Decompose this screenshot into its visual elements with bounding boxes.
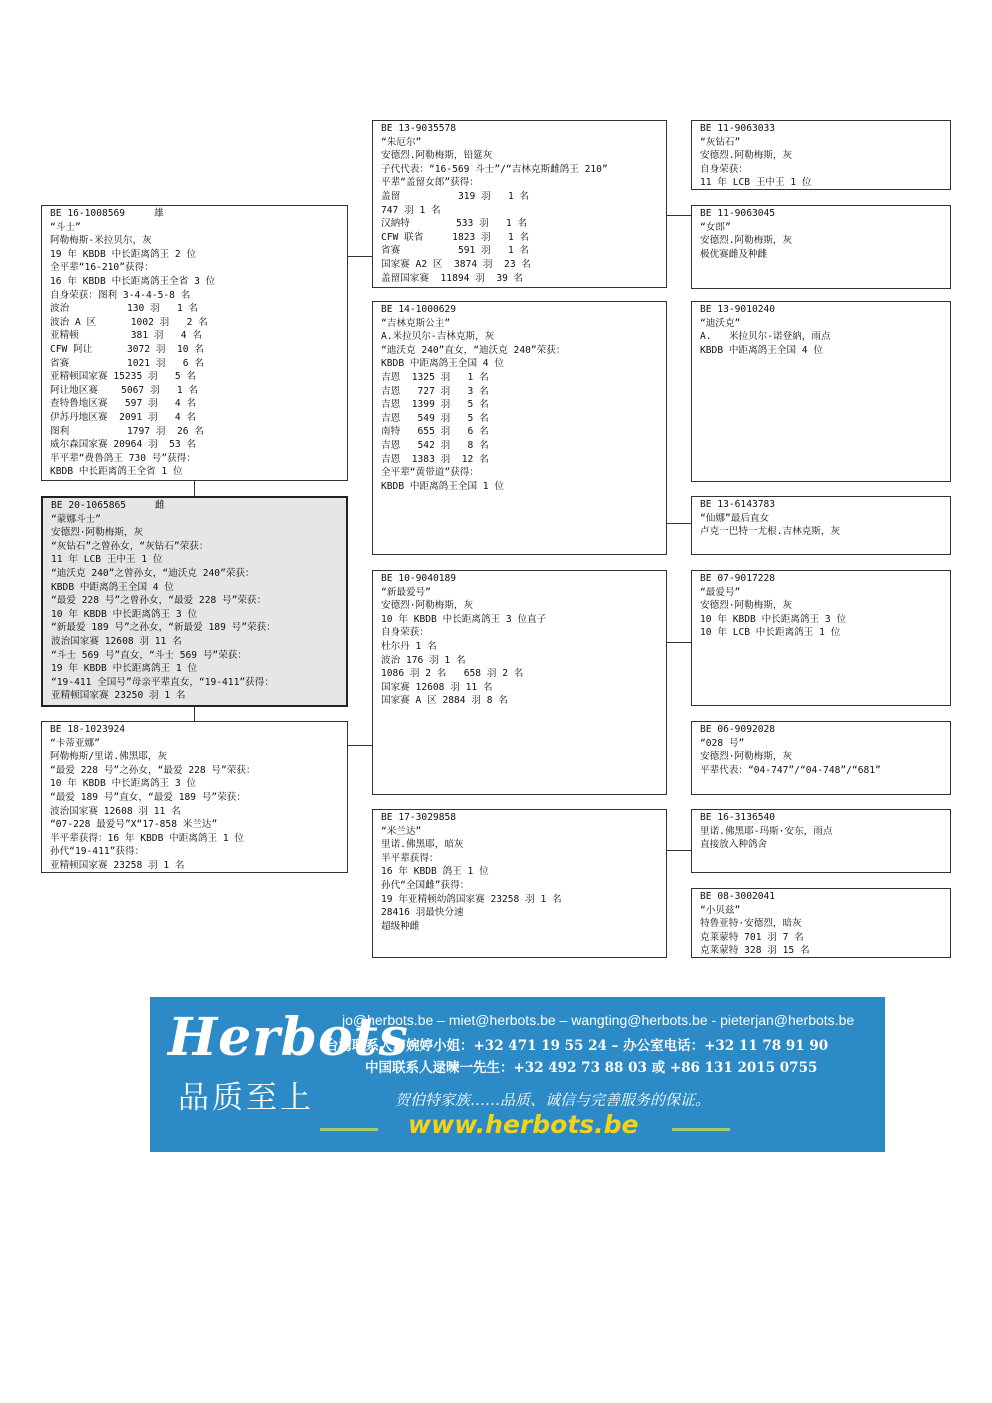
pedigree-line: 盖留国家赛 11894 羽 39 名: [381, 272, 524, 284]
pedigree-line: “07-228 最爱号”X“17-858 米兰达”: [50, 819, 218, 831]
pedigree-line: 10 年 KBDB 中长距离鸽王 3 位: [700, 613, 847, 625]
pedigree-line: 全平辈“16-210”获得：: [50, 262, 154, 274]
herbots-logo: Herbots: [168, 1007, 409, 1068]
pedigree-line: 克莱蒙特 701 羽 7 名: [700, 931, 804, 943]
pedigree-line: 国家赛 A2 区 3874 羽 23 名: [381, 258, 531, 270]
pedigree-line: “最爱 228 号”之孙女，“最爱 228 号”荣获：: [50, 764, 256, 776]
pedigree-line: 半平辈获得：16 年 KBDB 中距离鸽王 1 位: [50, 832, 245, 844]
pedigree-line: CFW 联省 1823 羽 1 名: [381, 231, 530, 243]
pedigree-line: 19 年 KBDB 中长距离鸽王 2 位: [50, 248, 197, 260]
pedigree-line: “米兰达”: [381, 825, 422, 837]
dam-dam-card: [372, 809, 667, 958]
sire-sire-card: [372, 120, 667, 288]
pedigree-line: “卡蒂亚娜”: [50, 737, 100, 749]
pedigree-line: 平辈代表：“04-747”/“04-748”/“681”: [700, 764, 881, 776]
pedigree-line: “迪沃克 240”之曾孙女，“迪沃克 240”荣获：: [51, 567, 255, 579]
pedigree-line: 汉納特 533 羽 1 名: [381, 218, 528, 230]
pedigree-line: 波治 A 区 1002 羽 2 名: [50, 316, 208, 328]
pedigree-line: 省赛 591 羽 1 名: [381, 245, 530, 257]
pedigree-line: 10 年 LCB 中长距离鸽王 1 位: [700, 627, 841, 639]
pedigree-line: 16 年 KBDB 鸽王 1 位: [381, 866, 489, 878]
pedigree-line: 孙代“全国雌”获得：: [381, 879, 470, 891]
pedigree-line: 卢克一巴特一尤根.吉林克斯，灰: [700, 526, 841, 538]
pedigree-line: 吉恩 727 羽 3 名: [381, 385, 489, 397]
banner-slogan: 品质至上: [178, 1080, 314, 1116]
pedigree-line: 查特鲁地区赛 597 羽 4 名: [50, 398, 197, 410]
pedigree-line: “最爱 189 号”直女，“最爱 189 号”荣获：: [50, 791, 246, 803]
connector-line: [667, 642, 691, 643]
taiwan-contact: 台湾联系人卢婉婷小姐：+32 471 19 55 24 – 办公室电话：+32 11 78 91 90: [325, 1038, 829, 1054]
pedigree-line: 极优赛雌及种雌: [700, 248, 768, 260]
sire-dam-sire-card: [691, 301, 951, 482]
pedigree-line: 吉恩 549 羽 5 名: [381, 412, 489, 424]
pedigree-line: 波治国家赛 12608 羽 11 名: [51, 635, 182, 647]
connector-line: [667, 215, 691, 216]
pedigree-line: A. 米拉贝尔-诺登納，雨点: [700, 331, 831, 343]
ring-number: BE 07-9017228: [700, 573, 776, 584]
pedigree-line: 亚精顿 381 羽 4 名: [50, 330, 202, 342]
pedigree-line: 波治 176 羽 1 名: [381, 654, 466, 666]
pedigree-line: 孙代“19-411”获得：: [50, 846, 145, 858]
pedigree-line: 全平辈“黄带道”获得：: [381, 467, 479, 479]
pedigree-line: “仙娜”最后直女: [700, 512, 770, 524]
pedigree-line: 吉恩 542 羽 8 名: [381, 439, 489, 451]
pedigree-line: “斗士”: [50, 221, 81, 233]
connector-line: [667, 850, 691, 851]
pedigree-line: A.米拉贝尔-吉林克斯，灰: [381, 331, 495, 343]
sire-dam-card: [372, 301, 667, 555]
dam-card: [41, 721, 348, 873]
pedigree-line: “迪沃克”: [700, 317, 741, 329]
pedigree-line: 直接放入种鸽舍: [700, 839, 768, 851]
pedigree-line: 平辈“盖留女郎”获得：: [381, 177, 479, 189]
sire-card: [41, 205, 348, 481]
pedigree-line: KBDB 中距离鸽王全国 4 位: [381, 358, 504, 370]
pedigree-line: 子代代表：“16-569 斗士”/“吉林克斯雌鸽王 210”: [381, 163, 608, 175]
ring-number: BE 06-9092028: [700, 724, 776, 735]
connector-line: [348, 745, 372, 746]
banner-emails[interactable]: jo@herbots.be – miet@herbots.be – wangting@herbots.be - pieterjan@herbots.be: [342, 1012, 855, 1028]
pedigree-line: 杜尔丹 1 名: [381, 640, 437, 652]
ring-number: BE 10-9040189: [381, 573, 457, 584]
pedigree-line: 747 羽 1 名: [381, 204, 441, 216]
pedigree-line: 省赛 1021 羽 6 名: [50, 357, 204, 369]
pedigree-line: KBDB 中长距离鸽王全省 1 位: [50, 466, 183, 478]
pedigree-line: 阿勒梅斯/里诺.佛黑耶，灰: [50, 751, 168, 763]
pedigree-line: “新最爱号”: [381, 586, 431, 598]
china-contact: 中国联系人逯暕一先生：+32 492 73 88 03 或 +86 131 2015 0755: [365, 1060, 818, 1076]
right-accent-dash: [672, 1128, 730, 1131]
pedigree-line: 阿勒梅斯-米拉贝尔，灰: [50, 235, 152, 247]
pedigree-line: “最爱号”: [700, 586, 741, 598]
pedigree-line: 10 年 KBDB 中长距离鸽王 3 位直子: [381, 613, 547, 625]
pedigree-line: 特鲁亚特·安德烈，暗灰: [700, 918, 802, 930]
pedigree-line: “斗士 569 号”直女，“斗士 569 号”荣获：: [51, 649, 247, 661]
ring-number: BE 13-9035578: [381, 123, 457, 134]
pedigree-line: “蒙娜斗士”: [51, 513, 101, 525]
pedigree-line: “新最爱 189 号”之孙女，“新最爱 189 号”荣获：: [51, 622, 276, 634]
pedigree-line: 安德烈·阿勒梅斯，灰: [381, 600, 474, 612]
pedigree-line: 克莱蒙特 328 羽 15 名: [700, 945, 810, 957]
dam-sire-card: [372, 570, 667, 795]
dam-sire-dam-card: [691, 721, 951, 795]
sire-sire-dam-card: [691, 205, 951, 289]
ring-number: BE 13-9010240: [700, 304, 776, 315]
pedigree-line: 波治 130 羽 1 名: [50, 303, 199, 315]
pedigree-line: 伊苏丹地区赛 2091 羽 4 名: [50, 411, 197, 423]
pedigree-line: “迪沃克 240”直女，“迪沃克 240”荣获：: [381, 344, 566, 356]
sire-sire-sire-card: [691, 120, 951, 190]
pedigree-line: 1086 羽 2 名 658 羽 2 名: [381, 668, 524, 680]
ring-number: BE 14-1000629: [381, 304, 457, 315]
pedigree-line: KBDB 中距离鸽王全国 4 位: [700, 344, 823, 356]
ring-number: BE 16-3136540: [700, 812, 776, 823]
herbots-banner: [150, 997, 885, 1152]
pedigree-line: 自身荣获：: [381, 627, 429, 639]
pedigree-line: 盖留 319 羽 1 名: [381, 190, 530, 202]
dam-dam-sire-card: [691, 809, 951, 873]
ring-number: BE 16-1008569 雄: [50, 208, 164, 219]
pedigree-line: “朱厄尔”: [381, 136, 422, 148]
pedigree-line: 国家赛 A 区 2884 羽 8 名: [381, 695, 508, 707]
pedigree-line: 吉恩 1325 羽 1 名: [381, 371, 489, 383]
pedigree-line: 里诺.佛黑耶-玛斯·安东，雨点: [700, 825, 833, 837]
pedigree-line: “女郎”: [700, 221, 731, 233]
pedigree-line: “灰钻石”: [700, 136, 741, 148]
pedigree-line: 半平辈“费鲁鸽王 730 号”获得：: [50, 452, 196, 464]
pedigree-line: 19 年亚精顿幼鸽国家赛 23258 羽 1 名: [381, 893, 562, 905]
pedigree-line: 超级种雌: [381, 920, 420, 932]
pedigree-line: 16 年 KBDB 中长距离鸽王全省 3 位: [50, 275, 216, 287]
pedigree-line: 亚精顿国家赛 15235 羽 5 名: [50, 371, 197, 383]
left-accent-dash: [320, 1128, 378, 1131]
pedigree-line: 安德烈.阿勒梅斯，铅筵灰: [381, 150, 493, 162]
ring-number: BE 08-3002041: [700, 891, 776, 902]
pedigree-line: 半平辈获得：: [381, 852, 439, 864]
pedigree-line: 19 年 KBDB 中长距离鸽王 1 位: [51, 663, 198, 675]
pedigree-line: 11 年 LCB 王中王 1 位: [51, 554, 163, 566]
pedigree-line: 威尔森国家赛 20964 羽 53 名: [50, 439, 197, 451]
pedigree-line: 安德烈.阿勒梅斯，灰: [700, 235, 793, 247]
pedigree-line: 南特 655 羽 6 名: [381, 426, 489, 438]
pedigree-line: 安德烈.阿勒梅斯，灰: [700, 150, 793, 162]
pedigree-line: 亚精顿国家赛 23250 羽 1 名: [51, 690, 186, 702]
pedigree-line: “028 号”: [700, 737, 745, 749]
connector-line: [194, 707, 195, 721]
subject-card: [41, 496, 348, 707]
dam-sire-sire-card: [691, 570, 951, 706]
website-link[interactable]: www.herbots.be: [408, 1110, 639, 1139]
dam-dam-dam-card: [691, 888, 951, 958]
ring-number: BE 20-1065865 雌: [51, 500, 165, 511]
pedigree-line: 安德烈·阿勒梅斯，灰: [700, 600, 793, 612]
pedigree-line: KBDB 中距离鸽王全国 4 位: [51, 581, 174, 593]
banner-tagline: 贺伯特家族……品质、诚信与完善服务的保证。: [395, 1091, 711, 1109]
pedigree-line: “最爱 228 号”之曾孙女，“最爱 228 号”荣获：: [51, 595, 267, 607]
ring-number: BE 13-6143783: [700, 499, 776, 510]
pedigree-line: “吉林克斯公主”: [381, 317, 451, 329]
pedigree-line: “灰钻石”之曾孙女，“灰钻石”荣获：: [51, 540, 209, 552]
pedigree-line: 亚精顿国家赛 23258 羽 1 名: [50, 859, 185, 871]
pedigree-line: “小贝兹”: [700, 904, 741, 916]
sire-dam-dam-card: [691, 496, 951, 555]
pedigree-line: 安德烈·阿勒梅斯，灰: [700, 751, 793, 763]
pedigree-line: 里诺.佛黑耶，暗灰: [381, 839, 464, 851]
pedigree-line: 自身荣获：: [700, 163, 748, 175]
ring-number: BE 11-9063045: [700, 208, 776, 219]
pedigree-line: 吉恩 1383 羽 12 名: [381, 453, 489, 465]
pedigree-line: “19-411 全国号”母亲平辈直女，“19-411”获得：: [51, 676, 274, 688]
connector-line: [667, 523, 691, 524]
pedigree-line: CFW 阿让 3072 羽 10 名: [50, 343, 204, 355]
pedigree-line: 自身荣获：图利 3-4-4-5-8 名: [50, 289, 191, 301]
connector-line: [194, 481, 195, 496]
ring-number: BE 18-1023924: [50, 724, 126, 735]
ring-number: BE 17-3029858: [381, 812, 457, 823]
pedigree-line: KBDB 中距离鸽王全国 1 位: [381, 480, 504, 492]
connector-line: [348, 256, 372, 257]
pedigree-line: 国家赛 12608 羽 11 名: [381, 681, 493, 693]
pedigree-line: 阿让地区赛 5067 羽 1 名: [50, 384, 199, 396]
pedigree-line: 波治国家赛 12608 羽 11 名: [50, 805, 181, 817]
pedigree-line: 28416 羽最快分速: [381, 907, 464, 919]
pedigree-line: 图利 1797 羽 26 名: [50, 425, 204, 437]
pedigree-line: 10 年 KBDB 中长距离鸽王 3 位: [50, 778, 197, 790]
ring-number: BE 11-9063033: [700, 123, 776, 134]
pedigree-line: 11 年 LCB 王中王 1 位: [700, 177, 812, 189]
pedigree-line: 10 年 KBDB 中长距离鸽王 3 位: [51, 608, 198, 620]
pedigree-line: 吉恩 1399 羽 5 名: [381, 399, 489, 411]
pedigree-line: 安德烈·阿勒梅斯，灰: [51, 527, 144, 539]
